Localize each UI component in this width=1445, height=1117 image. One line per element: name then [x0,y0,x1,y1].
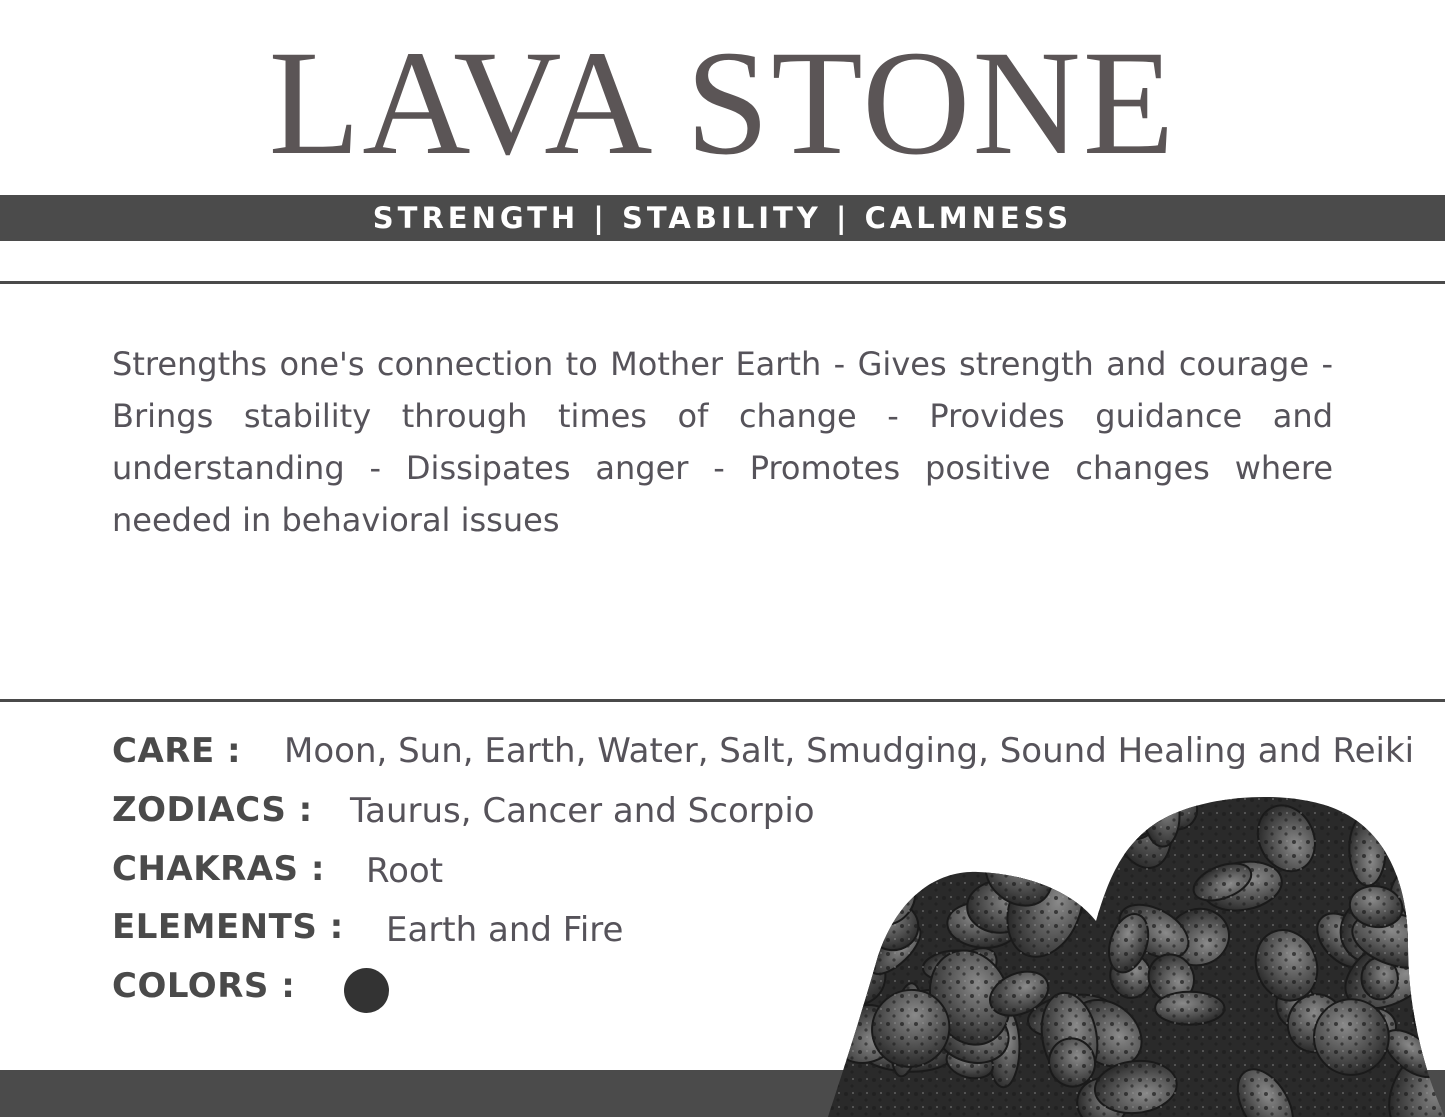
colors-label: COLORS : [112,966,296,1006]
lava-stone [828,877,876,947]
chakras-label: CHAKRAS : [112,849,325,889]
lava-stone [841,796,926,854]
care-value: Moon, Sun, Earth, Water, Salt, Smudging, Sound Healing and Reiki [284,731,1415,771]
bottom-divider [0,699,1445,702]
color-swatch-black [344,968,389,1013]
lava-stone [876,796,998,867]
lava-stone [853,796,905,842]
elements-value: Earth and Fire [386,910,624,950]
elements-label: ELEMENTS : [112,907,344,947]
chakras-value: Root [366,851,444,891]
page-title: LAVA STONE [268,20,1177,186]
description: Strengths one's connection to Mother Earth - Gives strength and courage - Brings stability through times of change - Provides guidance and understanding - Dissipates anger - Promotes positive changes where needed in behavioral issues [112,345,1333,539]
lava-stone [1405,892,1445,993]
zodiacs-label: ZODIACS : [112,790,313,830]
lava-stone [833,796,930,890]
lava-stones-photo [828,796,1445,1117]
care-label: CARE : [112,731,242,771]
keywords-band: STRENGTH | STABILITY | CALMNESS [0,195,1445,241]
lava-stone [903,796,957,839]
zodiacs-value: Taurus, Cancer and Scorpio [350,791,815,831]
top-divider [0,281,1445,284]
